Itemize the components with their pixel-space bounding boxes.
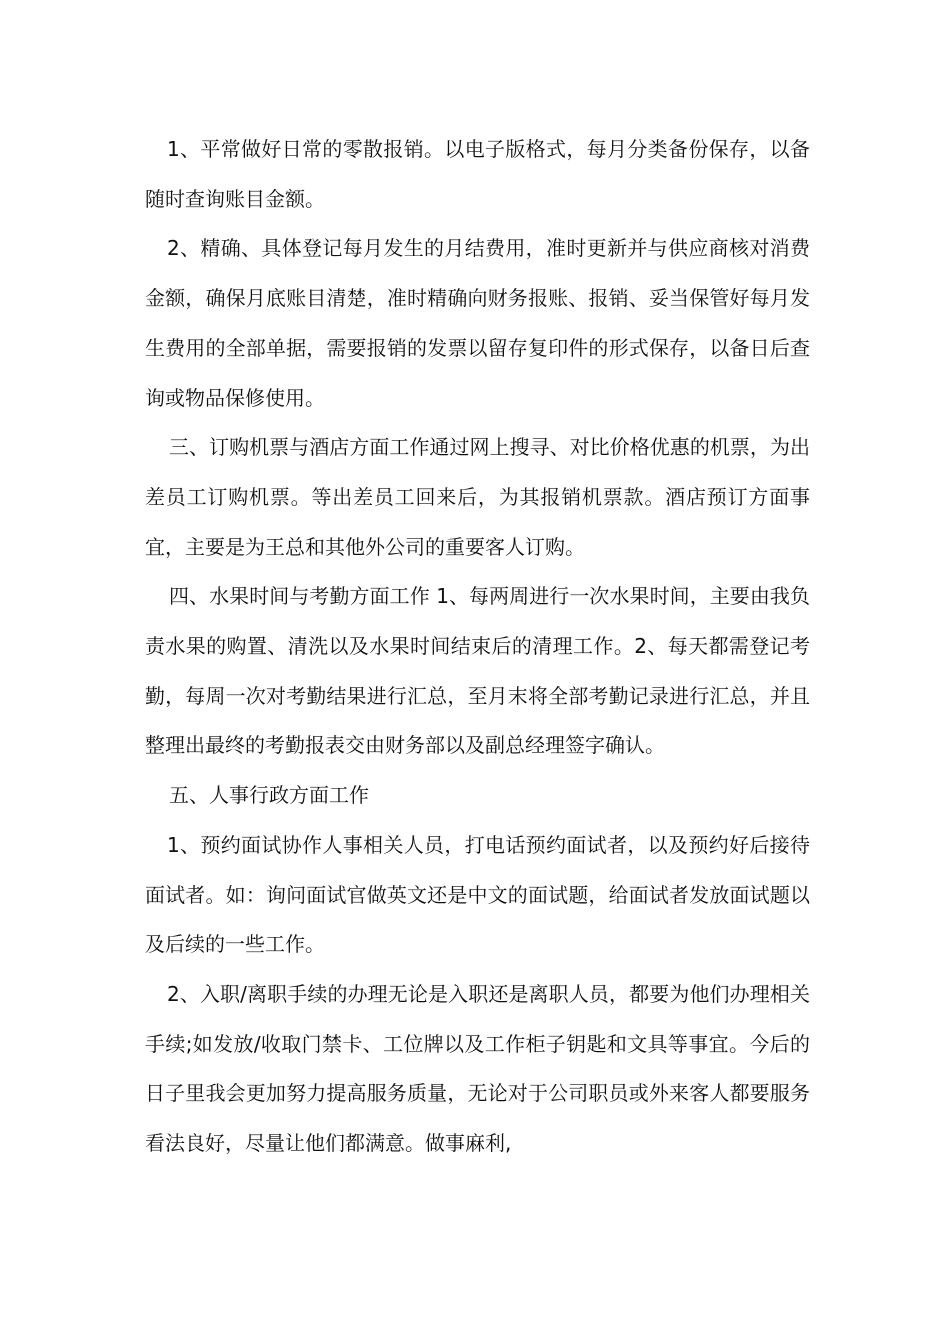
paragraph-monthly-expenses: 2、精确、具体登记每月发生的月结费用，准时更新并与供应商核对消费金额，确保月底账目清楚，准时精确向财务报账、报销、妥当保管好每月发生费用的全部单据，需要报销的发票以留存复印件的形式保存，以备日后查询或物品保修使用。 — [145, 236, 810, 410]
document-body — [145, 125, 810, 1169]
paragraph-petty-reimbursement: 1、平常做好日常的零散报销。以电子版格式，每月分类备份保存，以备随时查询账目金额。 — [145, 137, 810, 211]
section-heading-hr-admin: 五、人事行政方面工作 — [169, 783, 369, 808]
paragraph-interview-scheduling: 1、预约面试协作人事相关人员，打电话预约面试者，以及预约好后接待面试者。如：询问面试官做英文还是中文的面试题，给面试者发放面试题以及后续的一些工作。 — [145, 832, 810, 957]
paragraph-flight-hotel-booking: 三、订购机票与酒店方面工作通过网上搜寻、对比价格优惠的机票，为出差员工订购机票。等出差员工回来后，为其报销机票款。酒店预订方面事宜，主要是为王总和其他外公司的重要客人订购。 — [145, 435, 810, 559]
paragraph-fruit-time-attendance: 四、水果时间与考勤方面工作 1、每两周进行一次水果时间，主要由我负责水果的购置、清洗以及水果时间结束后的清理工作。2、每天都需登记考勤，每周一次对考勤结果进行汇总，至月末将全部考勤记录进行汇总，并且整理出最终的考勤报表交由财务部以及副总经理签字确认。 — [145, 584, 810, 758]
paragraph-onboarding-offboarding: 2、入职/离职手续的办理无论是入职还是离职人员，都要为他们办理相关手续;如发放/收取门禁卡、工位牌以及工作柜子钥匙和文具等事宜。今后的日子里我会更加努力提高服务质量，无论对于公司职员或外来客人都要服务看法良好，尽量让他们都满意。做事麻利, — [145, 981, 810, 1156]
